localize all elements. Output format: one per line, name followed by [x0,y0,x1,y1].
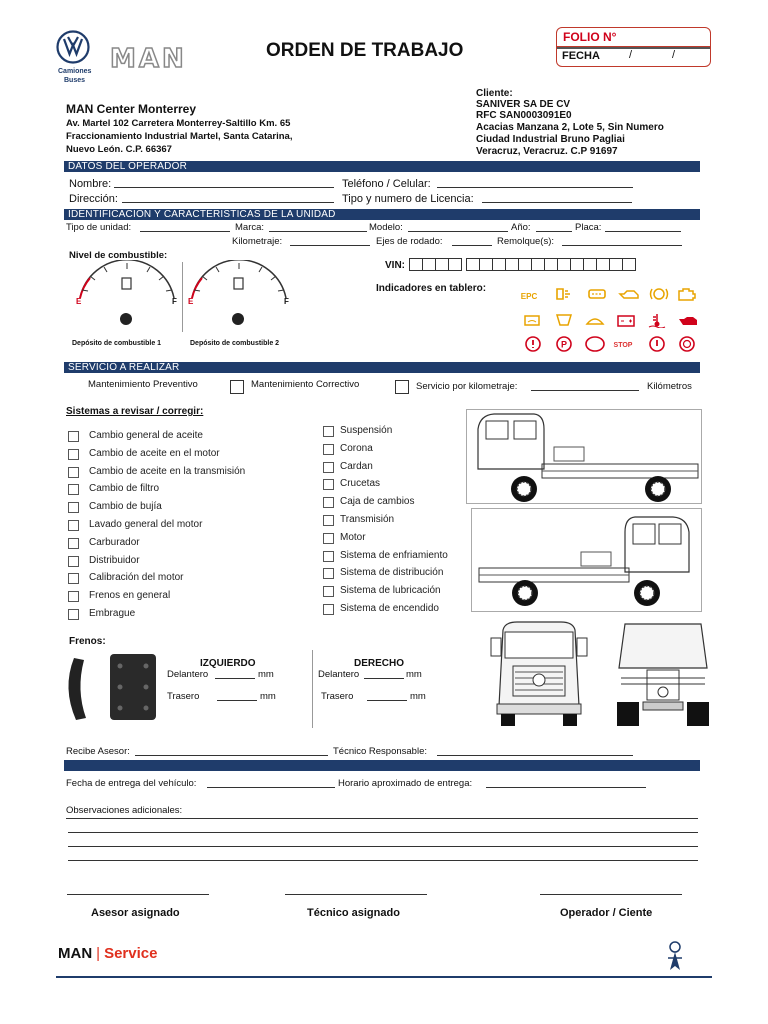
deposit-2-label: Depósito de combustible 2 [190,340,280,347]
system-label: Caja de cambios [340,496,415,508]
observaciones-line-4[interactable] [68,860,698,861]
system-checkbox[interactable] [68,484,79,495]
operador-cliente-label: Operador / Ciente [560,907,653,919]
signature-line-operador[interactable] [540,894,682,895]
system-label: Calibración del motor [89,572,184,584]
signoff-bar [64,760,700,771]
tecnico-asignado-label: Técnico asignado [307,907,400,919]
placa-label: Placa: [575,222,602,233]
svg-text:P: P [560,339,568,350]
der-trasero-label: Trasero [321,691,354,702]
oil-pressure-indicator-icon [618,286,640,302]
izq-delantero-label: Delantero [167,669,209,680]
system-checkbox[interactable] [68,609,79,620]
check-engine-indicator-icon [676,286,698,302]
deposit-1-label: Depósito de combustible 1 [72,340,162,347]
vw-logo [56,30,90,64]
der-delantero-label: Delantero [318,669,360,680]
observaciones-label: Observaciones adicionales: [66,805,183,816]
glow-plug-indicator-icon [553,286,575,302]
marca-label: Marca: [235,222,265,233]
system-checkbox[interactable] [323,479,334,490]
vw-logo-icon [56,30,90,64]
system-label: Cambio de aceite en la transmisión [89,465,246,477]
direccion-label: Dirección: [69,193,118,205]
vw-sub-camiones: Camiones [58,68,92,75]
km-service-checkbox[interactable] [395,380,409,394]
kilometraje-label: Kilometraje: [232,236,283,247]
trailer-brake-indicator-icon [676,336,698,352]
client-rfc: RFC SAN0003091E0 [476,110,572,121]
client-label: Cliente: [476,88,513,99]
asesor-asignado-label: Asesor asignado [91,907,180,919]
page-title: ORDEN DE TRABAJO [266,40,464,61]
fuel-level-title: Nivel de combustible: [69,250,168,261]
marca-field[interactable] [269,231,367,232]
brake-fluid-indicator-icon [646,336,668,352]
tecnico-responsable-label: Técnico Responsable: [333,746,427,757]
tipo-unidad-field[interactable] [140,231,230,232]
section-bar-operator: DATOS DEL OPERADOR [64,161,700,172]
stop-indicator-icon: STOP [612,337,634,353]
system-checkbox[interactable] [323,604,334,615]
truck-side-1-icon [466,409,702,504]
dealer-address-3: Nuevo León. C.P. 66367 [66,144,172,155]
coolant-temp-indicator-icon [646,312,668,328]
km-service-field[interactable] [531,390,639,391]
gauge-divider [182,262,183,332]
der-delantero-unit: mm [406,669,422,680]
nombre-label: Nombre: [69,178,112,190]
direccion-field[interactable] [122,202,334,203]
man-lion-icon [664,940,686,976]
truck-side-view-2 [471,508,702,612]
observaciones-line-1[interactable] [66,818,698,819]
brake-warning-indicator-icon [522,336,544,352]
fuel-gauge-1 [68,260,186,332]
correctivo-checkbox[interactable] [230,380,244,394]
correctivo-label: Mantenimiento Correctivo [251,379,360,390]
system-checkbox[interactable] [323,497,334,508]
km-service-label: Servicio por kilometraje: [416,381,518,392]
tecnico-responsable-field[interactable] [437,755,633,756]
recibe-asesor-field[interactable] [135,755,328,756]
date-separator-2: / [672,49,676,61]
licencia-field[interactable] [482,202,632,203]
kilometros-label: Kilómetros [647,381,692,392]
preventivo-label: Mantenimiento Preventivo [88,379,198,390]
remolque-field[interactable] [562,245,682,246]
indicators-label: Indicadores en tablero: [376,283,487,294]
ejes-label: Ejes de rodado: [376,236,443,247]
system-label: Cambio general de aceite [89,430,203,441]
battery-indicator-icon [615,312,637,328]
client-address-2: Ciudad Industrial Bruno Pagliai [476,134,625,145]
gauge-2-e: E [188,297,194,306]
footer-separator: | [96,945,101,962]
system-label: Carburador [89,536,140,548]
signature-line-tecnico[interactable] [285,894,427,895]
izq-delantero-field[interactable] [215,678,255,679]
system-checkbox[interactable] [323,533,334,544]
system-checkbox[interactable] [68,502,79,513]
client-address-3: Veracruz, Veracruz. C.P 91697 [476,146,618,157]
truck-rear-view [611,618,715,730]
water-separator-indicator-icon [553,312,575,328]
izq-trasero-label: Trasero [167,691,200,702]
dealer-address-2: Fraccionamiento Industrial Martel, Santa Catarina, [66,131,293,142]
particle-filter-indicator-icon [586,286,608,302]
footer-man: MAN [58,945,93,962]
abs-indicator-icon [584,336,606,352]
tipo-unidad-label: Tipo de unidad: [66,222,132,233]
izq-trasero-field[interactable] [217,700,257,701]
truck-rear-icon [611,618,715,730]
system-label: Sistema de lubricación [340,585,441,597]
system-label: Cambio de bujía [89,501,162,513]
observaciones-line-2[interactable] [68,832,698,833]
kilometraje-field[interactable] [290,245,370,246]
der-delantero-field[interactable] [364,678,404,679]
system-label: Transmisión [340,514,395,525]
dealer-name: MAN Center Monterrey [66,102,197,116]
system-label: Sistema de encendido [340,603,439,614]
gauge-1-f: F [172,297,177,306]
fuel-gauge-1-icon [68,260,186,332]
fuel-gauge-2-icon [180,260,298,332]
vw-sub-buses: Buses [64,77,86,84]
system-checkbox[interactable] [323,551,334,562]
fecha-entrega-label: Fecha de entrega del vehículo: [66,778,197,789]
system-checkbox[interactable] [323,586,334,597]
izquierdo-header: IZQUIERDO [200,658,256,669]
sistemas-title: Sistemas a revisar / corregir: [66,406,204,417]
brakes-divider [312,650,313,728]
signature-line-asesor[interactable] [67,894,209,895]
system-checkbox[interactable] [323,515,334,526]
vin-boxes[interactable] [410,258,636,271]
system-label: Suspensión [340,425,393,436]
system-checkbox[interactable] [68,520,79,531]
der-trasero-unit: mm [410,691,426,702]
system-label: Embrague [89,608,136,619]
brake-shoe-image [62,650,160,726]
gauge-1-e: E [76,297,82,306]
system-label: Distribuidor [89,554,140,566]
system-label: Corona [340,442,373,454]
system-label: Crucetas [340,478,381,490]
system-checkbox[interactable] [68,591,79,602]
recibe-asesor-label: Recibe Asesor: [66,746,130,757]
nombre-field[interactable] [114,187,334,188]
system-label: Motor [340,531,366,543]
gauge-2-f: F [284,297,289,306]
brake-shoe-icon [62,650,160,726]
modelo-label: Modelo: [369,222,403,233]
coolant-level-indicator-icon [521,312,543,328]
horario-label: Horario aproximado de entrega: [338,778,473,789]
system-label: Lavado general del motor [89,519,203,530]
truck-front-view [483,618,595,730]
izq-trasero-unit: mm [260,691,276,702]
dealer-address-1: Av. Martel 102 Carretera Monterrey-Saltillo Km. 65 [66,118,291,129]
truck-side-view-1 [466,409,702,504]
remolque-label: Remolque(s): [497,236,555,247]
section-bar-unit: IDENTIFICACION Y CARACTERISTICAS DE LA UNIDAD [64,209,700,220]
ejes-field[interactable] [452,245,492,246]
parking-brake-indicator-icon [553,336,575,352]
vin-label: VIN: [385,260,405,271]
telefono-field[interactable] [437,187,633,188]
horario-field[interactable] [486,787,646,788]
der-trasero-field[interactable] [367,700,407,701]
oil-can-indicator-icon [677,312,699,328]
modelo-field[interactable] [408,231,508,232]
system-checkbox[interactable] [323,462,334,473]
anio-label: Año: [511,222,531,233]
man-logo: MAN [110,44,187,74]
izq-delantero-unit: mm [258,669,274,680]
system-checkbox[interactable] [68,467,79,478]
epc-indicator-icon: EPC [520,291,538,301]
folio-label: FOLIO N° [563,30,617,44]
system-checkbox[interactable] [323,444,334,455]
truck-side-2-icon [471,508,702,612]
client-address-1: Acacias Manzana 2, Lote 5, Sin Numero [476,122,664,133]
client-name: SANIVER SA DE CV [476,99,571,110]
licencia-label: Tipo y numero de Licencia: [342,193,474,205]
washer-fluid-indicator-icon [584,312,606,328]
system-checkbox[interactable] [323,426,334,437]
system-checkbox[interactable] [323,568,334,579]
footer-service: Service [104,945,158,962]
man-service-logo [58,945,157,962]
telefono-label: Teléfono / Celular: [342,178,431,190]
derecho-header: DERECHO [354,658,405,669]
system-label: Sistema de distribución [340,567,444,579]
system-label: Cardan [340,460,373,472]
fuel-gauge-2 [180,260,298,332]
system-label: Cambio de aceite en el motor [89,447,220,459]
date-separator-1: / [629,49,633,61]
section-bar-service: SERVICIO A REALIZAR [64,362,700,373]
brake-pad-indicator-icon [648,286,670,302]
observaciones-line-3[interactable] [68,846,698,847]
footer-rule [56,976,712,978]
system-checkbox[interactable] [68,556,79,567]
system-checkbox[interactable] [68,431,79,442]
system-label: Frenos en general [89,590,171,602]
frenos-title: Frenos: [69,636,106,647]
system-checkbox[interactable] [68,573,79,584]
system-checkbox[interactable] [68,538,79,549]
system-checkbox[interactable] [68,449,79,460]
placa-field[interactable] [605,231,681,232]
system-label: Cambio de filtro [89,483,160,495]
fecha-label: FECHA [562,50,600,62]
truck-front-icon [483,618,595,730]
fecha-entrega-field[interactable] [207,787,335,788]
anio-field[interactable] [536,231,572,232]
system-label: Sistema de enfriamiento [340,549,448,561]
